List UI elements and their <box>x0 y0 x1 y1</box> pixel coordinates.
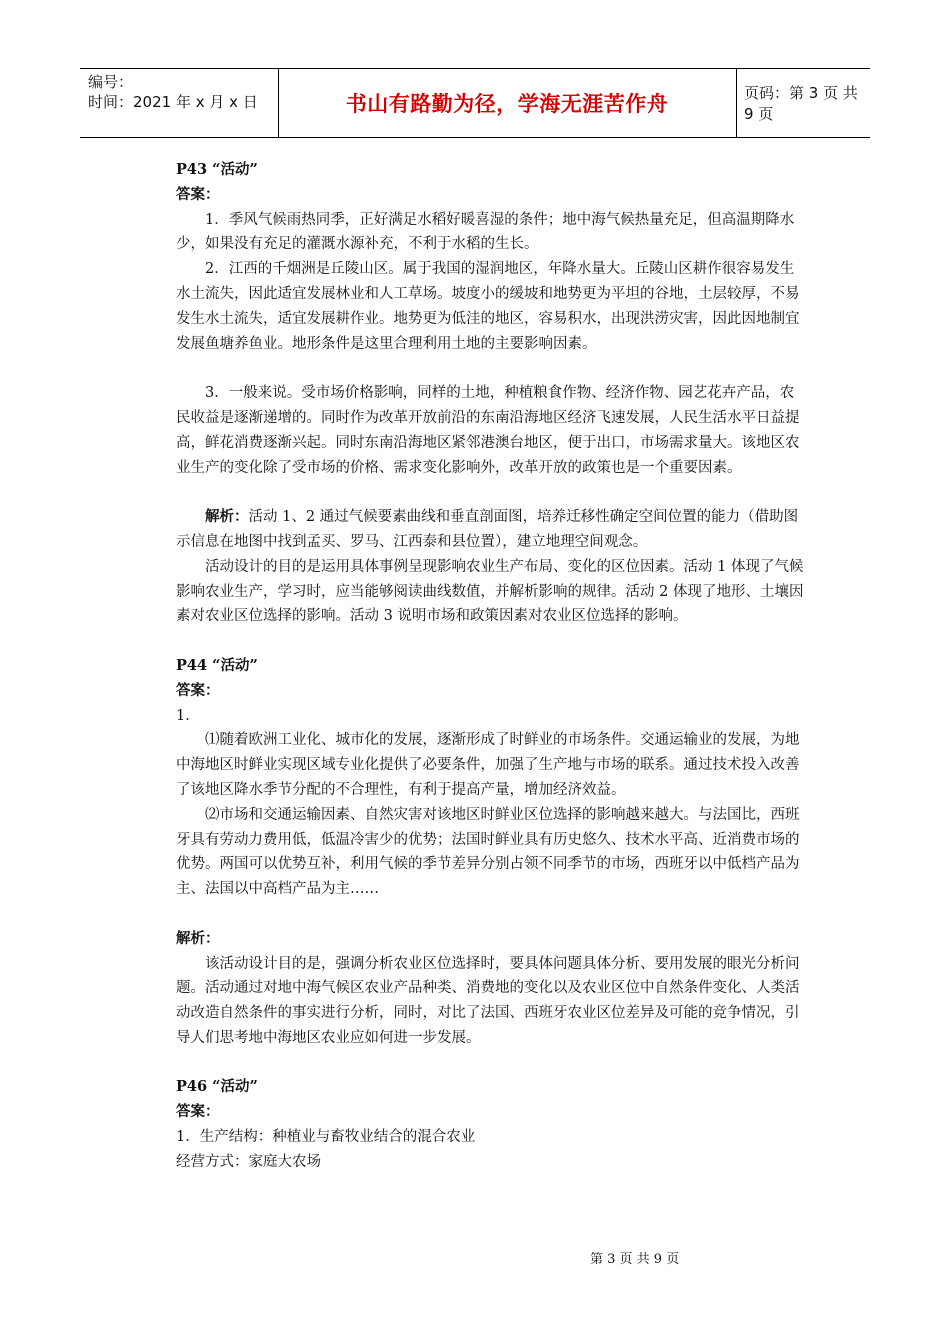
header-motto-cell <box>278 69 737 137</box>
analysis-text: 活动 1、2 通过气候要素曲线和垂直剖面图，培养迁移性确定空间位置的能力（借助图示信息在地图中找到孟买、罗马、江西泰和县位置），建立地理空间观念。 <box>176 509 799 550</box>
answer-paragraph: 经营方式：家庭大农场 <box>176 1153 321 1170</box>
answer-paragraph: ⑵市场和交通运输因素、自然灾害对该地区时鲜业区位选择的影响越来越大。与法国比，西班牙具有劳动力费用低，低温冷害少的优势；法国时鲜业具有历史悠久、技术水平高、近消费市场的优势。两国可以优势互补，利用气候的季节差异分别占领不同季节的市场，西班牙以中低档产品为主、法国以中高档产品为主…… <box>176 806 800 898</box>
analysis-paragraph: 该活动设计目的是，强调分析农业区位选择时，要具体问题具体分析、要用发展的眼光分析问题。活动通过对地中海气候区农业产品种类、消费地的变化以及农业区位中自然条件变化、人类活动改造自然条件的事实进行分析，同时，对比了法国、西班牙农业区位差异及可能的竞争情况，引导人们思考地中海地区农业应如何进一步发展。 <box>176 955 800 1046</box>
answer-paragraph: ⑴随着欧洲工业化、城市化的发展，逐渐形成了时鲜业的市场条件。交通运输业的发展，为地中海地区时鲜业实现区域专业化提供了必要条件，加强了生产地与市场的联系。通过技术投入改善了该地区降水季节分配的不合理性，有利于提高产量，增加经济效益。 <box>176 732 800 798</box>
answer-paragraph: 1．生产结构：种植业与畜牧业结合的混合农业 <box>176 1129 476 1146</box>
answer-paragraph: 1．季风气候雨热同季，正好满足水稻好暖喜湿的条件；地中海气候热量充足，但高温期降水少，如果没有充足的灌溉水源补充，不利于水稻的生长。 <box>176 211 795 253</box>
answer-label: 答案： <box>176 1103 220 1121</box>
analysis-paragraph: 活动设计的目的是运用具体事例呈现影响农业生产布局、变化的区位因素。活动 1 体现了气候影响农业生产，学习时，应当能够阅读曲线数值，并解析影响的规律。活动 2 体现了地形、土壤因素对农业区位选择的影响。活动 3 说明市场和政策因素对农业区位选择的影响。 <box>176 558 804 625</box>
analysis-label: 解析： <box>176 929 220 947</box>
section-title-p43: P43 “活动” <box>176 161 258 178</box>
answer-paragraph: 3．一般来说。受市场价格影响，同样的土地，种植粮食作物、经济作物、园艺花卉产品，农民收益是逐渐递增的。同时作为改革开放前沿的东南沿海地区经济飞速发展，人民生活水平日益提高，鲜花消费逐渐兴起。同时东南沿海地区紧邻港澳台地区，便于出口，市场需求量大。该地区农业生产的变化除了受市场的价格、需求变化影响外，改革开放的政策也是一个重要因素。 <box>176 385 800 476</box>
answer-label: 答案： <box>176 185 220 203</box>
document-body <box>176 158 806 1175</box>
answer-number: 1． <box>176 707 200 724</box>
answer-label: 答案： <box>176 681 220 699</box>
header-motto: 书山有路勤为径，学海无涯苦作舟 <box>345 92 669 116</box>
header-time-label: 时间：2021 年 x 月 x 日 <box>88 93 258 111</box>
analysis-label: 解析： <box>205 508 249 526</box>
section-title-p46: P46 “活动” <box>176 1078 258 1096</box>
header-meta-cell <box>80 69 279 137</box>
page-header <box>80 68 870 138</box>
section-title-p44: P44 “活动” <box>176 656 258 674</box>
header-number-label: 编号： <box>88 73 134 91</box>
header-page-info: 页码：第 3 页 共 9 页 <box>744 84 858 123</box>
answer-paragraph: 2．江西的千烟洲是丘陵山区。属于我国的湿润地区，年降水量大。丘陵山区耕作很容易发生水土流失，因此适宜发展林业和人工草场。坡度小的缓坡和地势更为平坦的谷地，土层较厚，不易发生水土流失，适宜发展耕作业。地势更为低洼的地区，容易积水，出现洪涝灾害，因此因地制宜发展鱼塘养鱼业。地形条件是这里合理利用土地的主要影响因素。 <box>176 261 800 352</box>
analysis-paragraph <box>176 505 806 555</box>
page-footer: 第 3 页 共 9 页 <box>590 1252 680 1267</box>
